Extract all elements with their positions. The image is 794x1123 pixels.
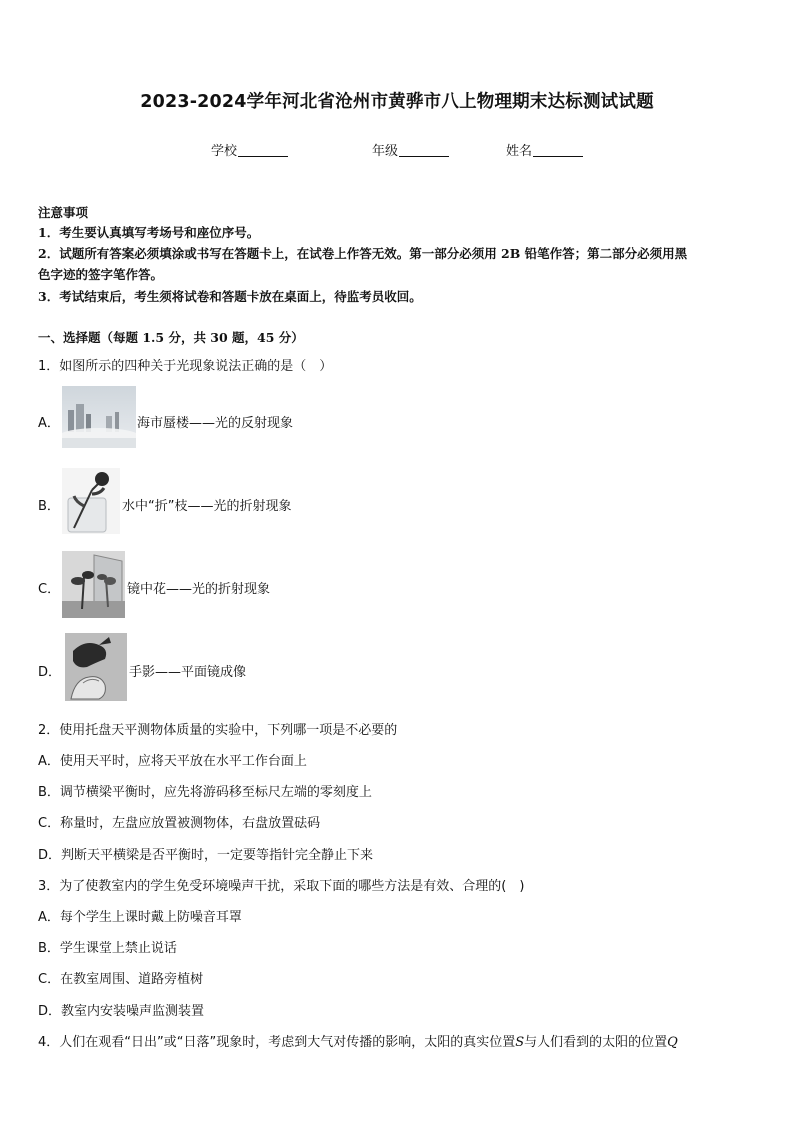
option-a-text: 海市蜃楼——光的反射现象	[137, 416, 294, 431]
notes-item: 1．考生要认真填写考场号和座位序号。	[38, 225, 260, 240]
question-2-option: A．使用天平时，应将天平放在水平工作台面上	[38, 754, 307, 769]
notes-item: 3．考试结束后，考生须将试卷和答题卡放在桌面上，待监考员收回。	[38, 289, 422, 304]
notes-item: 2．试题所有答案必须填涂或书写在答题卡上，在试卷上作答无效。第一部分必须用 2B 铅笔作答；第二部分必须用黑	[38, 246, 688, 261]
school-field	[211, 140, 288, 159]
question-4-stem	[38, 1031, 678, 1050]
question-4-stem-part2: 与人们看到的太阳的位置	[524, 1035, 668, 1050]
bent-branch-photo-icon	[62, 468, 120, 534]
grade-field	[372, 140, 449, 159]
school-blank	[238, 144, 288, 157]
question-3-option: C．在教室周围、道路旁植树	[38, 972, 204, 987]
section-heading: 一、选择题（每题 1.5 分，共 30 题，45 分）	[38, 330, 304, 345]
school-label: 学校	[211, 144, 238, 159]
variable-q: Q	[667, 1035, 678, 1050]
page-title: 2023-2024学年河北省沧州市黄骅市八上物理期末达标测试试题	[140, 92, 654, 112]
option-a-label: A．	[38, 416, 60, 431]
variable-s: S	[515, 1035, 525, 1050]
question-1-stem: 1．如图所示的四种关于光现象说法正确的是（ ）	[38, 359, 333, 374]
question-2-option: C．称量时，左盘应放置被测物体，右盘放置砝码	[38, 816, 321, 831]
question-3-option: B．学生课堂上禁止说话	[38, 941, 177, 956]
question-2-stem: 2．使用托盘天平测物体质量的实验中，下列哪一项是不必要的	[38, 723, 398, 738]
question-3-option: D．教室内安装噪声监测装置	[38, 1004, 205, 1019]
question-3-stem: 3．为了使教室内的学生免受环境噪声干扰，采取下面的哪些方法是有效、合理的( )	[38, 879, 525, 894]
question-2-option: B．调节横梁平衡时，应先将游码移至标尺左端的零刻度上	[38, 785, 372, 800]
option-d-text: 手影——平面镜成像	[129, 665, 247, 680]
hand-shadow-photo-icon	[65, 633, 127, 701]
grade-blank	[399, 144, 449, 157]
option-d-label: D．	[38, 665, 62, 680]
grade-label: 年级	[372, 144, 399, 159]
question-2-option: D．判断天平横梁是否平衡时，一定要等指针完全静止下来	[38, 848, 374, 863]
mirage-photo-icon	[62, 386, 136, 448]
notes-item: 色字迹的签字笔作答。	[38, 267, 164, 282]
question-4-stem-part1: 4．人们在观看“日出”或“日落”现象时，考虑到大气对传播的影响，太阳的真实位置	[38, 1035, 516, 1050]
name-field	[506, 140, 583, 159]
option-c-label: C．	[38, 582, 61, 597]
notes-heading: 注意事项	[38, 205, 89, 220]
mirror-flower-photo-icon	[62, 551, 125, 618]
name-blank	[533, 144, 583, 157]
name-label: 姓名	[506, 144, 533, 159]
question-3-option: A．每个学生上课时戴上防噪音耳罩	[38, 910, 242, 925]
option-c-text: 镜中花——光的折射现象	[127, 582, 271, 597]
option-b-text: 水中“折”枝——光的折射现象	[122, 499, 292, 514]
option-b-label: B．	[38, 499, 60, 514]
